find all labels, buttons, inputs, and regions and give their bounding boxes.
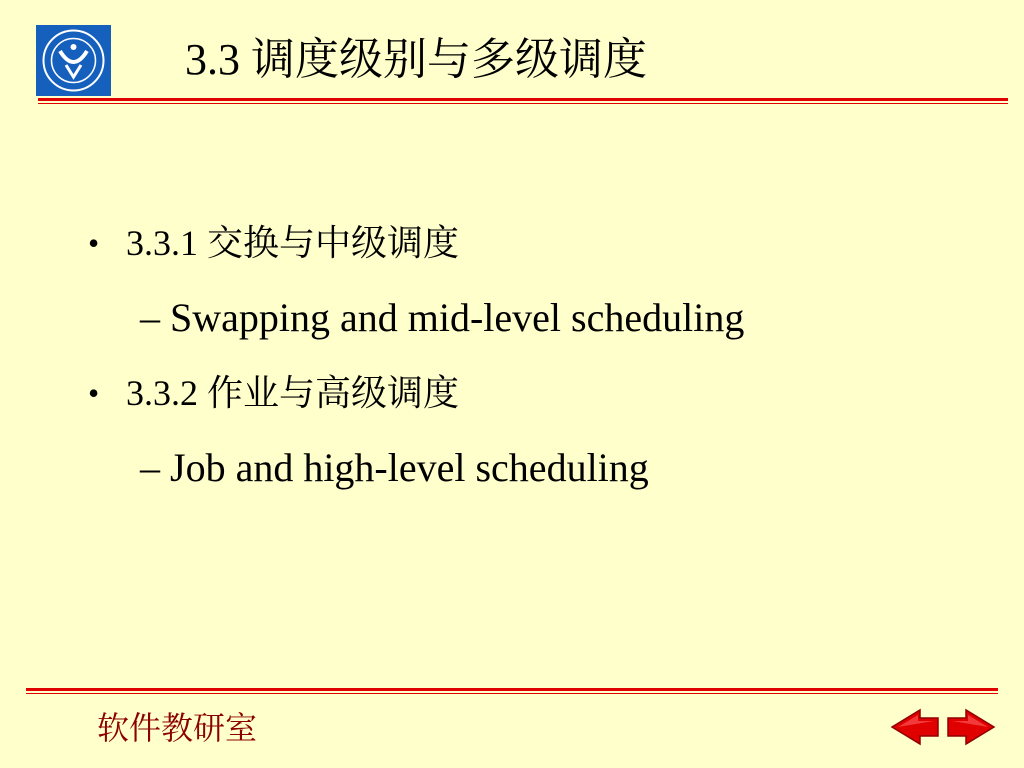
title-rule-thin xyxy=(38,103,1008,104)
bullet-label: 3.3.2 作业与高级调度 xyxy=(126,373,460,413)
sub-item-1 xyxy=(80,274,980,362)
next-slide-arrow-icon[interactable] xyxy=(946,708,996,746)
sub-item-2 xyxy=(80,424,980,512)
slide-content xyxy=(80,212,980,512)
slide-title: 3.3 调度级别与多级调度 xyxy=(185,35,647,84)
bullet-dot: • xyxy=(88,225,100,261)
sub-dash: – xyxy=(140,445,160,490)
sub-label: Swapping and mid-level scheduling xyxy=(170,295,745,340)
bullet-dot: • xyxy=(88,375,100,411)
prev-slide-arrow-icon[interactable] xyxy=(890,708,940,746)
sub-dash: – xyxy=(140,295,160,340)
bullet-label: 3.3.1 交换与中级调度 xyxy=(126,223,460,263)
footer-rule-thin xyxy=(26,693,998,694)
footer-text: 软件教研室 xyxy=(97,709,258,747)
bullet-item-2 xyxy=(80,362,980,424)
footer-rule-thick xyxy=(26,688,998,691)
bullet-item-1 xyxy=(80,212,980,274)
sub-label: Job and high-level scheduling xyxy=(170,445,649,490)
title-rule-thick xyxy=(38,98,1008,101)
university-logo-icon xyxy=(36,25,111,96)
